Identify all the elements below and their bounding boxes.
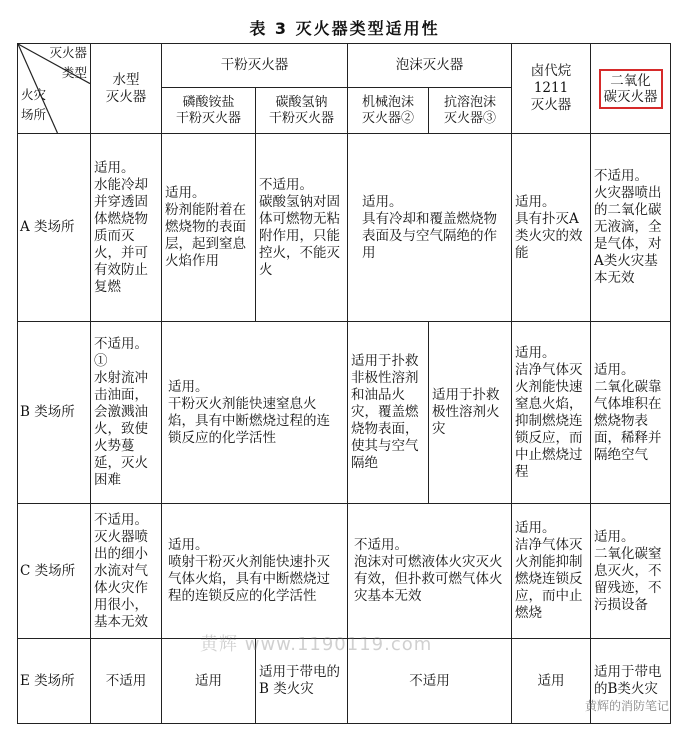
- header-dry-sodium: 碳酸氢钠 干粉灭火器: [256, 88, 348, 134]
- corner-header-cell: [18, 44, 91, 134]
- header-dry-ammonium: 磷酸铵盐 干粉灭火器: [162, 88, 256, 134]
- cell-a-dry-sodium: 不适用。 碳酸氢钠对固体可燃物无粘附作用，只能控火，不能灭火: [256, 134, 348, 322]
- cell-e-halon: 适用: [512, 639, 591, 724]
- corner-label-fire: 火灾: [21, 87, 47, 102]
- cell-c-halon: 适用。 洁净气体灭火剂能抑制燃烧连锁反应，而中止燃烧: [512, 504, 591, 639]
- header-co2: 二氧化 碳灭火器: [599, 69, 663, 109]
- row-label-a: A 类场所: [18, 134, 91, 322]
- row-label-c: C 类场所: [18, 504, 91, 639]
- header-water: 水型 灭火器: [91, 44, 162, 134]
- cell-c-dry-powder: 适用。 喷射干粉灭火剂能快速扑灭气体火焰，具有中断燃烧过程的连锁反应的化学活性: [162, 504, 348, 639]
- header-foam-antisolvent: 抗溶泡沫 灭火器③: [429, 88, 512, 134]
- cell-c-foam: 不适用。 泡沫对可燃液体火灾灭火有效，但扑救可燃气体火灾基本无效: [348, 504, 512, 639]
- watermark-corner: 黄辉的消防笔记: [584, 699, 669, 713]
- watermark-main: 黄辉 www.1190119.com: [200, 634, 433, 655]
- cell-b-foam-mechanical: 适用于扑救非极性溶剂和油品火灾，覆盖燃烧物表面，使其与空气隔绝: [348, 322, 429, 504]
- table-title: 表 3 灭火器类型适用性: [249, 19, 440, 38]
- cell-b-co2: 适用。 二氧化碳靠气体堆积在燃烧物表面，稀释并隔绝空气: [591, 322, 671, 504]
- cell-b-dry-powder: 适用。 干粉灭火剂能快速窒息火焰，具有中断燃烧过程的连锁反应的化学活性: [162, 322, 348, 504]
- corner-label-place: 场所: [21, 107, 47, 122]
- cell-e-co2: 适用于带电的B类火灾: [591, 639, 671, 724]
- corner-label-extinguisher: 灭火器: [49, 45, 87, 60]
- row-label-e: E 类场所: [18, 639, 91, 724]
- cell-a-co2: 不适用。 火灾器喷出的二氧化碳无液滴，全是气体，对A类火灾基本无效: [591, 134, 671, 322]
- header-foam-mechanical: 机械泡沫 灭火器②: [348, 88, 429, 134]
- cell-c-water: 不适用。 灭火器喷出的细小水流对气体火灾作用很小，基本无效: [91, 504, 162, 639]
- header-co2-cell: [591, 44, 671, 134]
- cell-a-foam: 适用。 具有冷却和覆盖燃烧物表面及与空气隔绝的作用: [348, 134, 512, 322]
- cell-a-water: 适用。 水能冷却并穿透固体燃烧物质而灭火，并可有效防止复燃: [91, 134, 162, 322]
- cell-a-halon: 适用。 具有扑灭A类火灾的效能: [512, 134, 591, 322]
- cell-e-dry-ammonium: 适用: [162, 639, 256, 724]
- cell-e-dry-sodium: 适用于带电的 B 类火灾: [256, 639, 348, 724]
- cell-c-co2: 适用。 二氧化碳窒息灭火，不留残迹，不污损设备: [591, 504, 671, 639]
- header-dry-powder: 干粉灭火器: [162, 44, 348, 88]
- cell-b-water: 不适用。① 水射流冲击油面，会激溅油火，致使火势蔓延，灭火困难: [91, 322, 162, 504]
- cell-a-dry-ammonium: 适用。 粉剂能附着在燃烧物的表面层，起到窒息火焰作用: [162, 134, 256, 322]
- cell-b-foam-antisolvent: 适用于扑救极性溶剂火灾: [429, 322, 512, 504]
- corner-label-type: 类型: [61, 65, 87, 80]
- row-label-b: B 类场所: [18, 322, 91, 504]
- cell-e-water: 不适用: [91, 639, 162, 724]
- cell-b-halon: 适用。 洁净气体灭火剂能快速窒息火焰，抑制燃烧连锁反应，而中止燃烧过程: [512, 322, 591, 504]
- cell-e-foam: 不适用: [348, 639, 512, 724]
- header-foam: 泡沫灭火器: [348, 44, 512, 88]
- extinguisher-suitability-table: [17, 43, 671, 724]
- header-halon: 卤代烷 1211 灭火器: [512, 44, 591, 134]
